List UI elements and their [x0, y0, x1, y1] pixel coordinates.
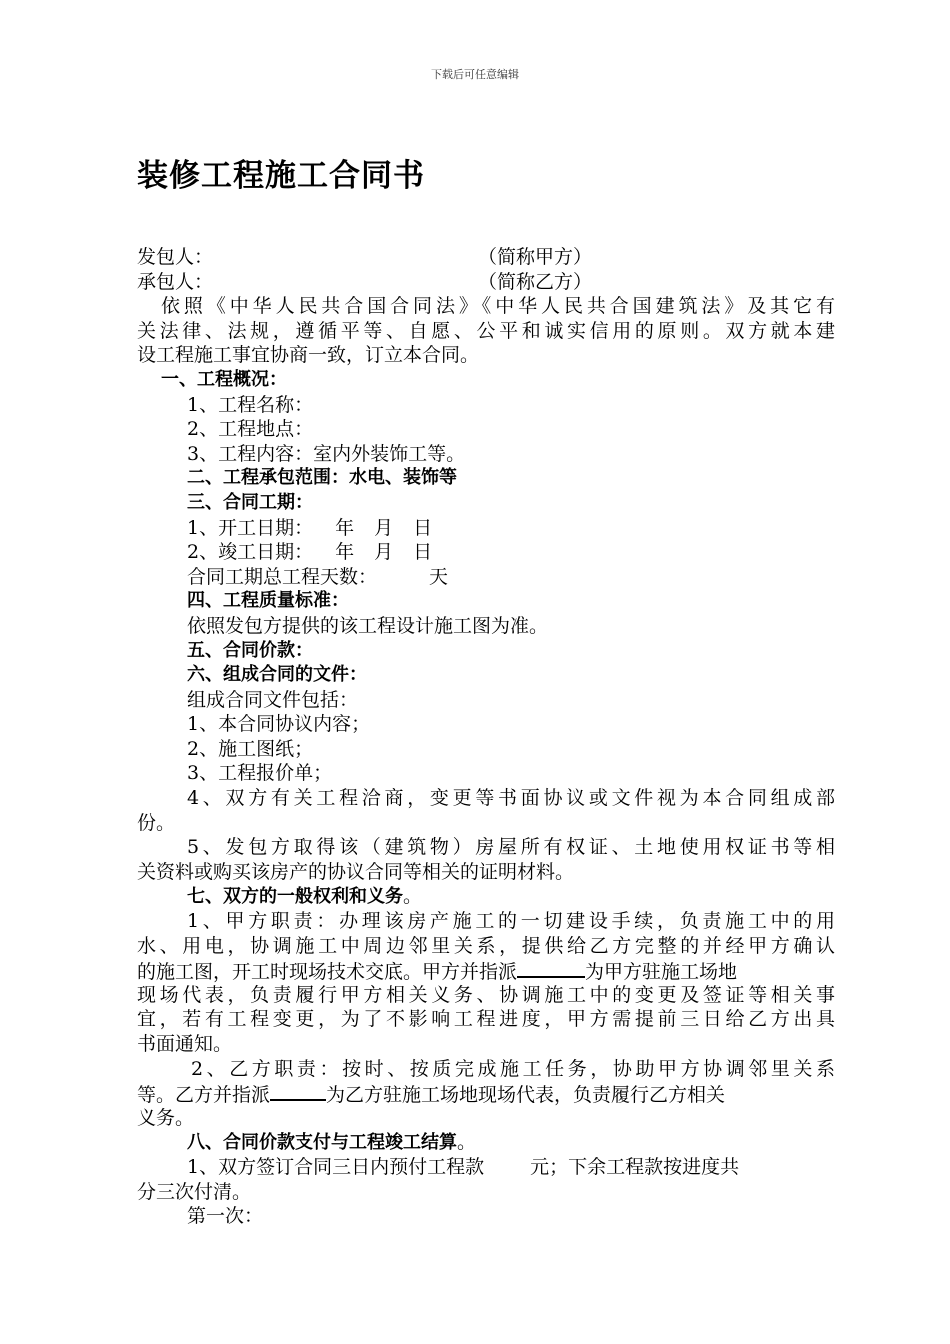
document-title: 装修工程施工合同书 [137, 158, 425, 194]
paragraph-line: 组成合同文件包括： [187, 688, 359, 711]
paragraph-line: 义务。 [137, 1106, 195, 1129]
section-heading: 七、双方的一般权利和义务 [187, 886, 403, 908]
year-unit: 年 [335, 541, 355, 564]
paragraph-text: 为甲方驻施工场地 [585, 961, 738, 984]
contractor-label: 承包人： [137, 270, 214, 293]
list-item: 2、施工图纸； [187, 737, 314, 760]
section-heading: 一、工程概况： [161, 368, 287, 390]
paragraph-line [137, 1155, 835, 1180]
day-unit: 日 [413, 516, 433, 539]
paragraph-text: 1、双方签订合同三日内预付工程款 [187, 1155, 485, 1178]
representative-blank [517, 958, 585, 978]
heading-punctuation: 。 [403, 885, 423, 908]
list-item: 1、工程名称： [187, 393, 314, 416]
section-heading-line [137, 884, 835, 909]
list-item: 3、工程报价单； [187, 762, 333, 785]
employer-label: 发包人： [137, 246, 214, 268]
section-heading: 六、组成合同的文件： [187, 664, 367, 686]
list-item: 2、工程地点： [187, 418, 314, 441]
representative-blank [270, 1081, 326, 1101]
paragraph-text: 元；下余工程款按进度共 [530, 1155, 740, 1178]
end-date-label: 2、竣工日期： [187, 541, 314, 564]
paragraph-line: 书面通知。 [137, 1033, 233, 1055]
end-date-line [137, 540, 835, 565]
paragraph-text: 为乙方驻施工场地现场代表，负责履行乙方相关 [326, 1084, 726, 1107]
contract-body [137, 245, 835, 1229]
list-item-continuation: 关资料或购买该房产的协议合同等相关的证明材料。 [137, 860, 575, 883]
month-unit: 月 [374, 541, 394, 564]
paragraph-line: 第一次： [187, 1205, 264, 1228]
contractor-line [137, 270, 835, 295]
contractor-alias: （简称乙方） [478, 270, 593, 293]
month-unit: 月 [374, 516, 394, 539]
paragraph-line [137, 958, 835, 983]
paragraph-line: 现场代表，负责履行甲方相关义务、协调施工中的变更及签证等相关事 [137, 983, 835, 1006]
list-item: 4、双方有关工程洽商，变更等书面协议或文件视为本合同组成部 [187, 787, 835, 810]
start-date-line [137, 516, 835, 541]
section-heading: 八、合同价款支付与工程竣工结算 [187, 1132, 457, 1154]
paragraph-line: 水、用电，协调施工中周边邻里关系，提供给乙方完整的并经甲方确认 [137, 934, 835, 957]
paragraph-text: 等。乙方并指派 [137, 1084, 271, 1107]
paragraph-line: 依照发包方提供的该工程设计施工图为准。 [187, 614, 549, 637]
list-item-continuation: 份。 [137, 811, 176, 834]
day-unit: 日 [413, 541, 433, 564]
total-days-line [137, 565, 835, 590]
list-item: 1、本合同协议内容； [187, 713, 371, 736]
heading-punctuation: 。 [457, 1131, 477, 1154]
employer-alias: （简称甲方） [478, 246, 593, 268]
paragraph-line: 2、乙方职责：按时、按质完成施工任务，协助甲方协调邻里关系 [191, 1057, 835, 1080]
preamble-line: 关法律、法规，遵循平等、自愿、公平和诚实信用的原则。双方就本建 [137, 319, 835, 342]
paragraph-line: 宜，若有工程变更，为了不影响工程进度，甲方需提前三日给乙方出具 [137, 1008, 835, 1031]
list-item: 5、发包方取得该（建筑物）房屋所有权证、土地使用权证书等相 [187, 836, 835, 859]
section-heading-line [137, 1130, 835, 1155]
preamble-line: 依照《中华人民共合国合同法》《中华人民共合国建筑法》及其它有 [161, 295, 835, 318]
page-header-note: 下载后可任意编辑 [431, 68, 519, 81]
section-heading: 三、合同工期： [187, 491, 313, 513]
day-unit-label: 天 [429, 565, 449, 588]
list-item: 3、工程内容：室内外装饰工等。 [187, 442, 466, 465]
section-heading: 二、工程承包范围：水电、装饰等 [187, 467, 457, 489]
paragraph-text: 的施工图，开工时现场技术交底。甲方并指派 [137, 961, 518, 984]
year-unit: 年 [335, 516, 355, 539]
paragraph-line [137, 1081, 835, 1106]
section-heading: 五、合同价款： [187, 639, 313, 661]
paragraph-line: 分三次付清。 [137, 1180, 252, 1203]
employer-line [137, 245, 835, 270]
preamble-line: 设工程施工事宜协商一致，订立本合同。 [137, 344, 480, 367]
section-heading: 四、工程质量标准： [187, 590, 349, 612]
start-date-label: 1、开工日期： [187, 516, 314, 539]
paragraph-line: 1、甲方职责：办理该房产施工的一切建设手续，负责施工中的用 [187, 910, 835, 933]
total-days-label: 合同工期总工程天数： [187, 565, 378, 588]
